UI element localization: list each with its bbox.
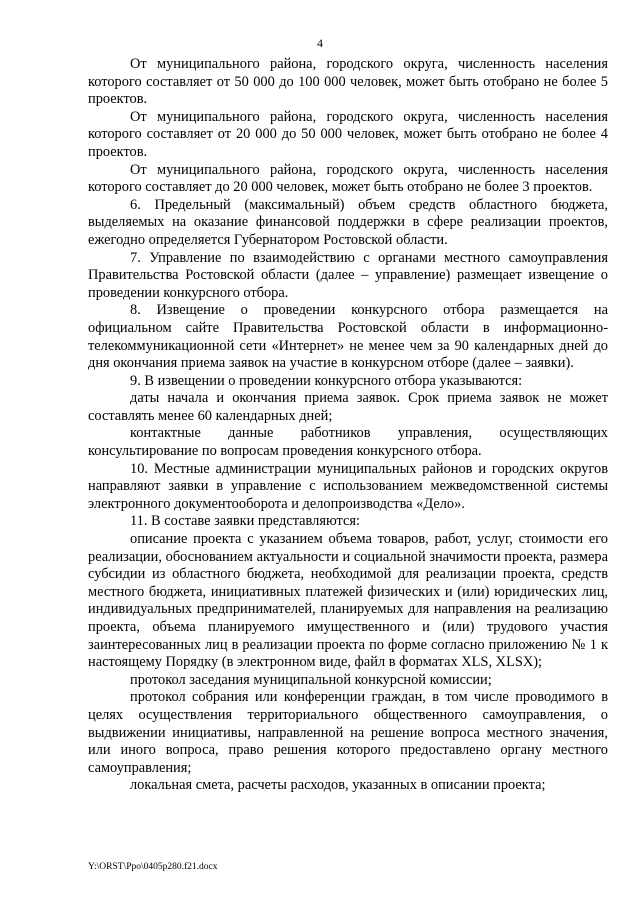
paragraph-item-7: 7. Управление по взаимодействию с органами местного самоуправления Правительства Ростовской области (далее – управление) размещает извещение о проведении конкурсного отбора. (88, 249, 608, 301)
paragraph-item-9-dates: даты начала и окончания приема заявок. Срок приема заявок не может составлять менее 60 календарных дней; (88, 390, 608, 424)
paragraph-item-8: 8. Извещение о проведении конкурсного отбора размещается на официальном сайте Правительства Ростовской области в информационно-телекоммуникационной сети «Интернет» не менее чем за 90 календарных дней до дня окончания приема заявок на участие в конкурсном отборе (далее – заявки). (88, 302, 608, 372)
paragraph-quota-20000-50000: От муниципального района, городского округа, численность населения которого составляет от 20 000 до 50 000 человек, может быть отобрано не более 4 проектов. (88, 108, 608, 160)
footer-file-path: Y:\ORST\Ppo\0405p280.f21.docx (88, 862, 218, 872)
page-number: 4 (317, 36, 323, 50)
document-body (88, 56, 608, 795)
paragraph-item-11-local-estimate: локальная смета, расчеты расходов, указанных в описании проекта; (130, 777, 546, 794)
paragraph-item-9: 9. В извещении о проведении конкурсного отбора указываются: (130, 372, 523, 389)
paragraph-item-9-contacts: контактные данные работников управления, осуществляющих консультирование по вопросам проведения конкурсного отбора. (88, 425, 608, 460)
paragraph-quota-under-20000: От муниципального района, городского округа, численность населения которого составляет до 20 000 человек, может быть отобрано не более 3 проектов. (88, 161, 608, 196)
paragraph-item-11-assembly-protocol: протокол собрания или конференции граждан, в том числе проводимого в целях осуществления территориального общественного самоуправления, о выдвижении инициативы, направленной на решение вопроса местного значения, или иного вопроса, право решения которого предоставлено органу местного самоуправления; (88, 689, 608, 776)
paragraph-quota-50000-100000: От муниципального района, городского округа, численность населения которого составляет от 50 000 до 100 000 человек, может быть отобрано не более 5 проектов. (88, 56, 608, 108)
paragraph-item-10: 10. Местные администрации муниципальных районов и городских округов направляют заявки в управление с использованием межведомственной системы электронного документооборота и делопроизводства «Дело». (88, 460, 608, 512)
paragraph-item-6: 6. Предельный (максимальный) объем средств областного бюджета, выделяемых на оказание финансовой поддержки в сфере реализации проектов, ежегодно определяется Губернатором Ростовской области. (88, 196, 608, 248)
paragraph-item-11: 11. В составе заявки представляются: (130, 513, 360, 530)
paragraph-item-11-commission-protocol: протокол заседания муниципальной конкурсной комиссии; (130, 671, 492, 688)
paragraph-item-11-description: описание проекта с указанием объема товаров, работ, услуг, стоимости его реализации, обоснованием актуальности и социальной значимости проекта, размера субсидии из областного бюджета, необходимой для реализации проекта, средств местного бюджета, инициативных платежей физических и (или) юридических лиц, индивидуальных предпринимателей, планируемых для направления на реализацию проекта, объема планируемого имущественного и (или) трудового участия заинтересованных лиц в реализации проекта по форме согласно приложению № 1 к настоящему Порядку (в электронном виде, файл в форматах XLS, XLSX); (88, 531, 608, 671)
